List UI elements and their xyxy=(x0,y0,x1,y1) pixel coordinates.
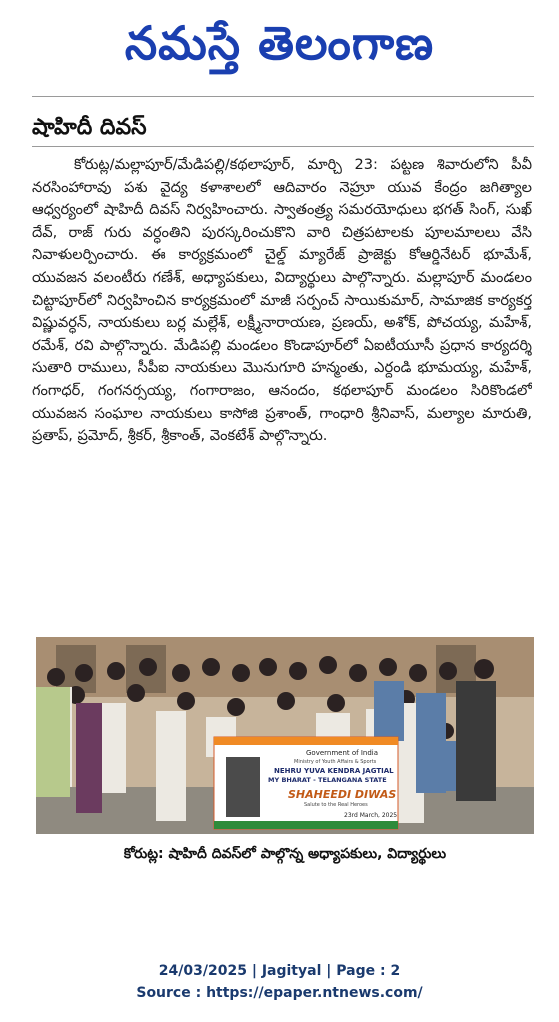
newspaper-masthead: నమస్తే తెలంగాణ xyxy=(124,16,435,70)
banner-line2: Ministry of Youth Affairs & Sports xyxy=(294,759,377,765)
footer-separator: | xyxy=(326,963,337,979)
banner-line6: Salute to the Real Heroes xyxy=(304,802,368,808)
group-photo-illustration xyxy=(36,637,534,834)
footer-separator: | xyxy=(251,963,262,979)
footer-place: Jagityal xyxy=(261,963,322,979)
article-headline: షాహిదీ దివస్ xyxy=(32,115,147,140)
footer-source xyxy=(0,982,559,1004)
banner-line7: 23rd March, 2025 xyxy=(344,812,398,819)
headline-divider xyxy=(32,146,534,147)
banner-line5: SHAHEEDI DIWAS xyxy=(288,788,397,801)
banner-line3: NEHRU YUVA KENDRA JAGTIAL xyxy=(274,767,394,775)
footer-page: Page : 2 xyxy=(336,963,401,979)
footer-source-label: Source : xyxy=(136,985,207,1001)
banner-line1: Government of India xyxy=(306,749,379,757)
masthead-divider xyxy=(32,96,534,97)
footer-edition-info xyxy=(0,960,559,982)
footer-source-link[interactable]: https://epaper.ntnews.com/ xyxy=(206,985,423,1001)
article-body: కోరుట్ల/మల్లాపూర్/మేడిపల్లి/కథలాపూర్, మార్చి 23: పట్టణ శివారులోని పీవీ నరసింహారావు పశు వైద్య కళాశాలలో ఆదివారం నెహ్రూ యువ కేంద్రం జగిత్యాల ఆధ్వర్యంలో షాహిదీ దివస్ నిర్వహించారు. స్వాతంత్ర్య సమరయోధులు భగత్ సింగ్, సుఖ్ దేవ్, రాజ్ గురు వర్ధంతిని పురస్కరించుకొని వారి చిత్రపటాలకు పూలమాలలు వేసి నివాళులర్పించారు. ఈ కార్యక్రమంలో చైల్డ్ మ్యారేజ్ ప్రాజెక్టు కోఆర్డినేటర్ భూమేశ్, యువజన వలంటీరు గణేశ్, అధ్యాపకులు, విద్యార్థులు పాల్గొన్నారు. మల్లాపూర్ మండలం చిట్టాపూర్‌లో నిర్వహించిన కార్యక్రమంలో మాజీ సర్పంచ్ సాయికుమార్, సామాజిక కార్యకర్త విష్ణువర్ధన్, నాయకులు బర్ల మల్లేశ్, లక్ష్మీనారాయణ, ప్రణయ్, అశోక్, పోచయ్య, మహేశ్, రమేశ్, రవి పాల్గొన్నారు. మేడిపల్లి మండలం కొండాపూర్‌లో ఏఐటీయూసీ ప్రధాన కార్యదర్శి సుతారి రాములు, సీపీఐ నాయకులు మొనుగూరి హన్మంతు, ఎర్దండి భూమయ్య, మహేశ్, గంగాధర్, గంగనర్సయ్య, గంగారాజం, ఆనందం, కథలాపూర్ మండలం సిరికొండలో యువజన సంఘాల నాయకులు కాసోజి ప్రశాంత్, గాంధారి శ్రీనివాస్, మల్యాల మారుతి, ప్రతాప్, ప్రమోద్, శ్రీకర్, శ్రీకాంత్, వెంకటేశ్ పాల్గొన్నారు. xyxy=(32,156,532,445)
news-photo xyxy=(36,637,534,834)
footer-date: 24/03/2025 xyxy=(158,963,247,979)
photo-caption: కోరుట్ల: షాహిదీ దివస్‌లో పాల్గొన్న అధ్యాపకులు, విద్యార్థులు xyxy=(123,846,447,862)
banner-line4: MY BHARAT - TELANGANA STATE xyxy=(268,776,387,784)
